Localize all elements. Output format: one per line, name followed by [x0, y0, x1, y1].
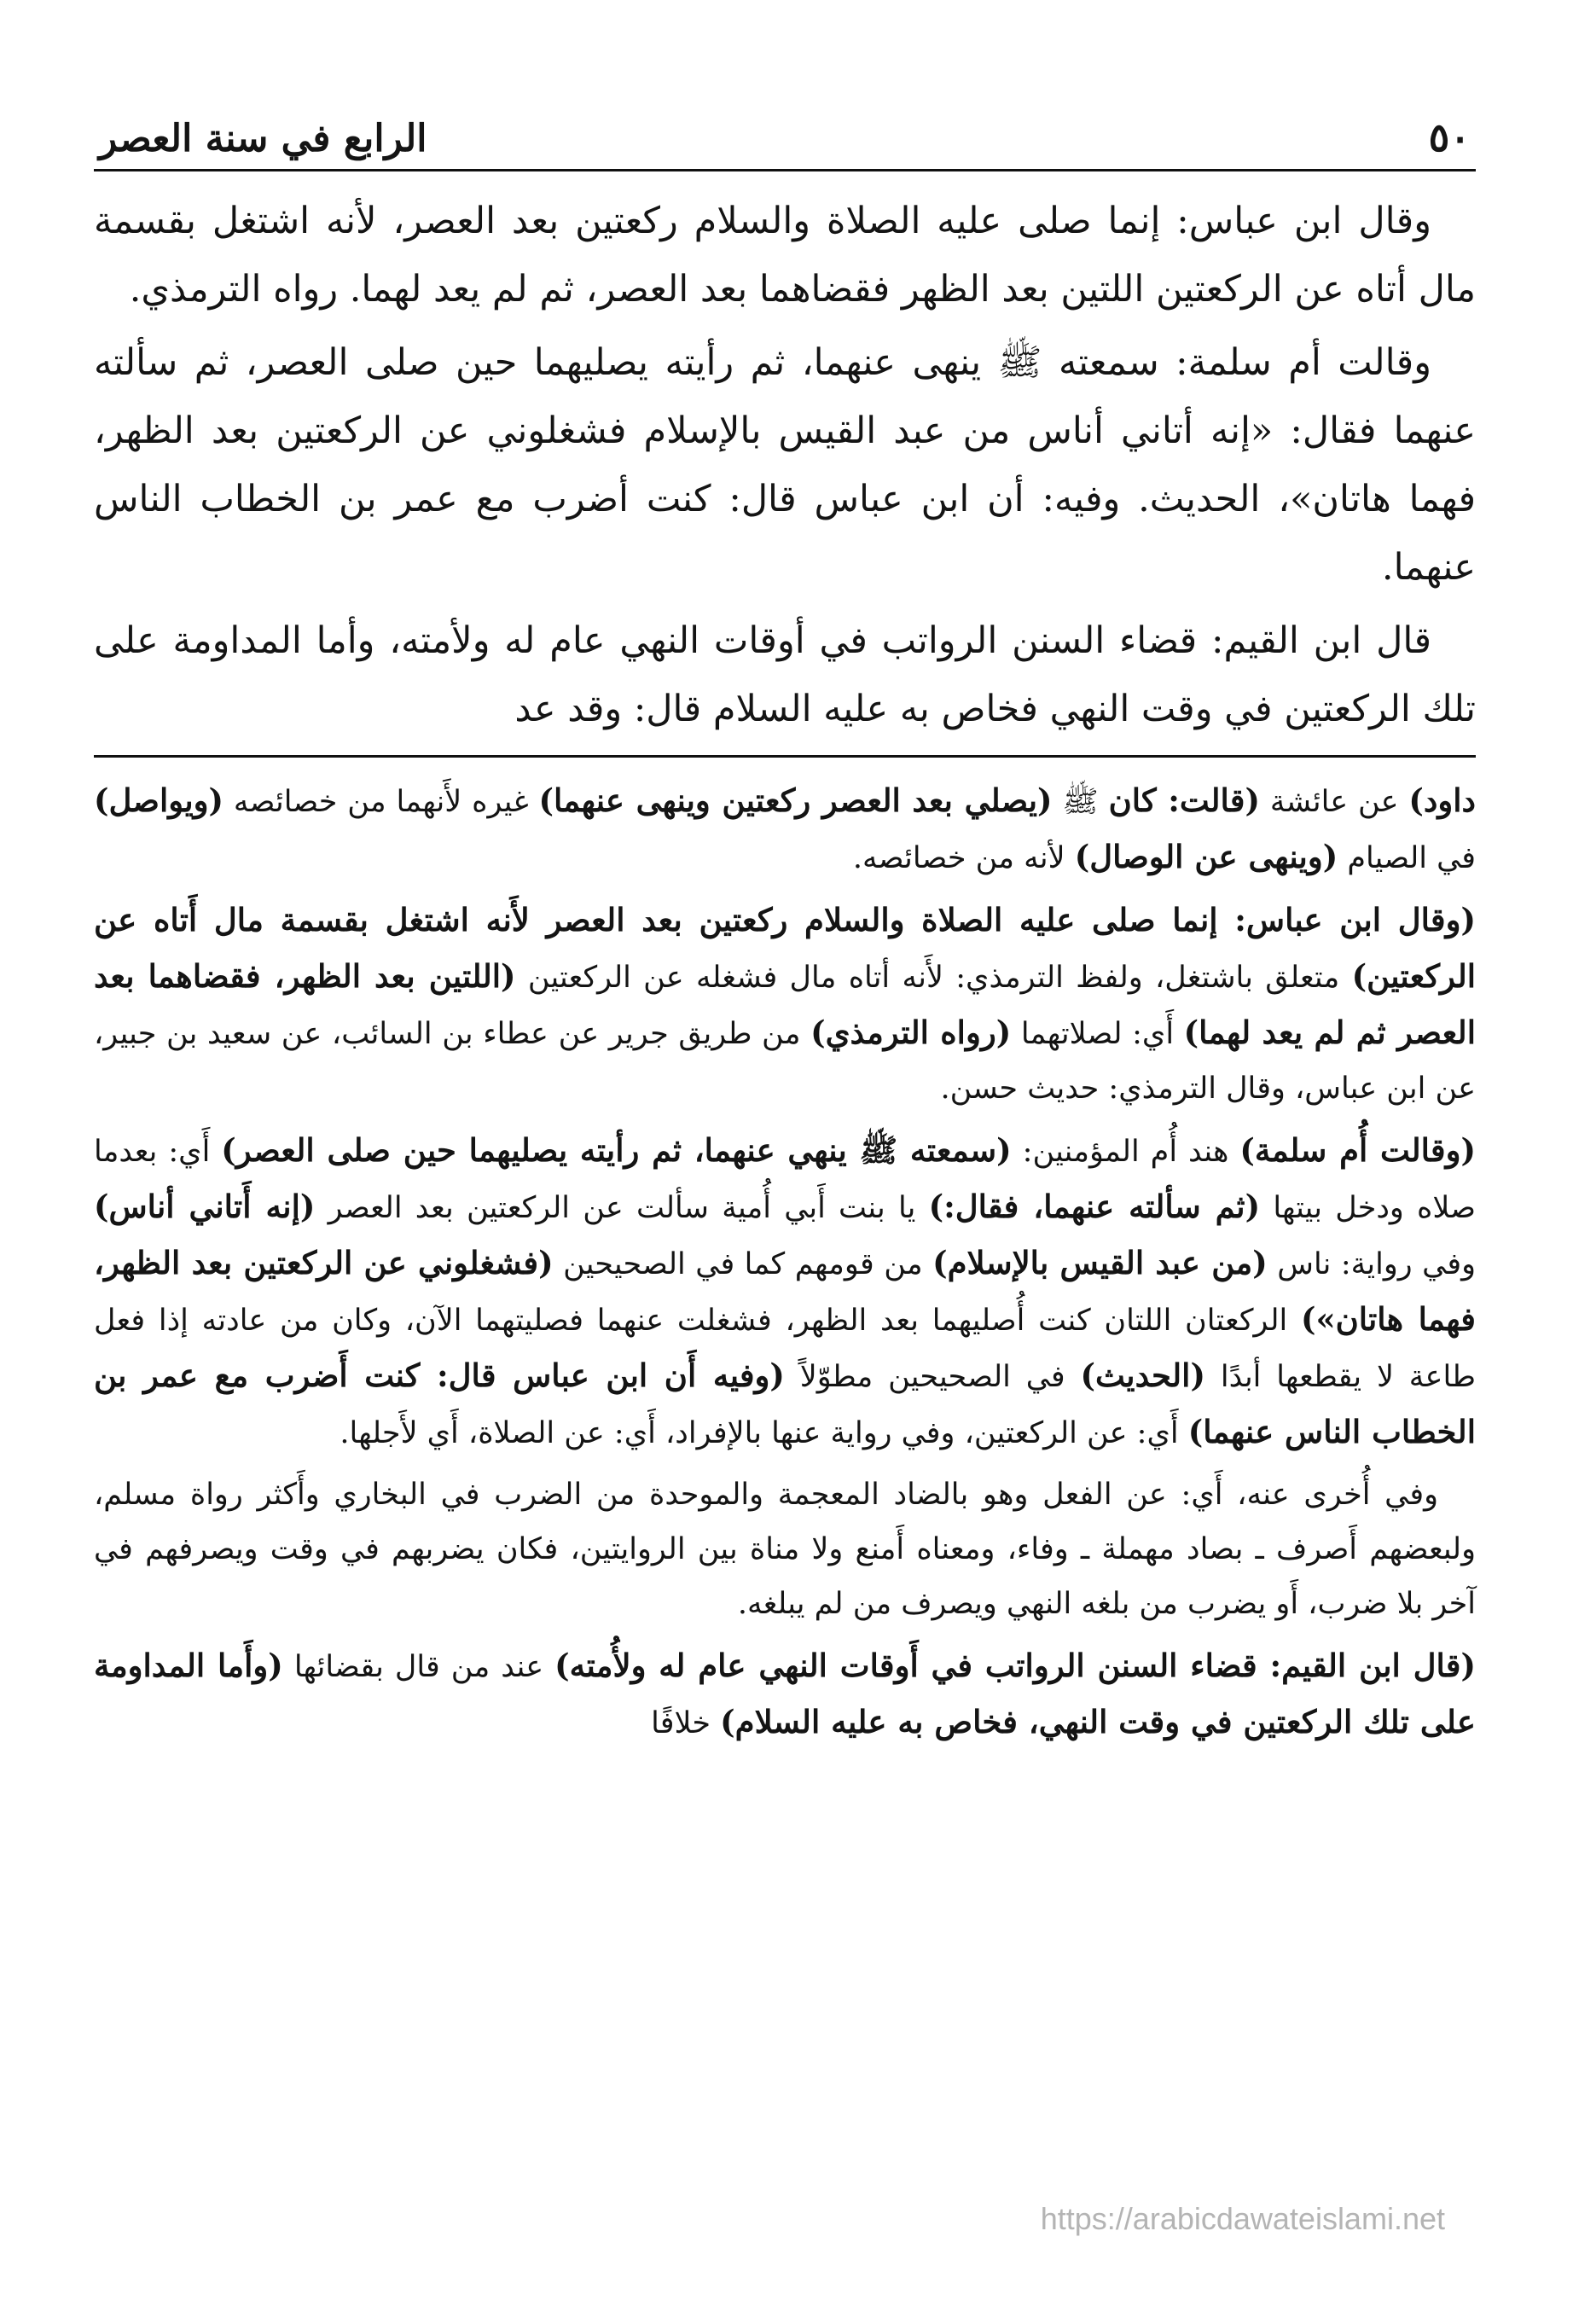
commentary-paragraph [94, 1638, 1476, 1751]
explanation-text: خلافًا [651, 1706, 721, 1740]
commentary-paragraph [94, 773, 1476, 886]
quoted-text: (قالت: كان [1108, 781, 1260, 819]
explanation-text: في الصيام [1338, 841, 1476, 875]
quoted-text: (وينهى عن الوصال) [1074, 838, 1338, 875]
explanation-text: أَي: عن الركعتين، وفي رواية عنها بالإفراد، أَي: عن الصلاة، أَي لأَجلها. [340, 1416, 1188, 1450]
explanation-text: أَي: لصلاتهما [1011, 1017, 1184, 1051]
main-paragraph: وقال ابن عباس: إنما صلى عليه الصلاة والسلام ركعتين بعد العصر، لأنه اشتغل بقسمة مال أتاه عن الركعتين اللتين بعد الظهر فقضاهما بعد العصر، ثم لم يعد لهما. رواه الترمذي. [94, 200, 1476, 311]
quoted-text: (وقالت أُم سلمة) [1239, 1131, 1476, 1169]
quoted-text: (يصلي بعد العصر ركعتين وينهى عنهما) [538, 781, 1053, 819]
page-number: ٥٠ [1428, 114, 1471, 160]
quoted-text: داود) [1408, 781, 1477, 819]
running-title: الرابع في سنة العصر [99, 117, 427, 160]
explanation-text: وفي أُخرى عنه، أَي: عن الفعل وهو بالضاد المعجمة والموحدة من الضرب في البخاري وأَكثر رواة مسلم، ولبعضهم أَصرف ـ بصاد مهملة ـ وفاء، ومعناه أَمنع ولا مناة بين الروايتين، فكان يضربهم في وقت ويصرفهم في آخر بلا ضرب، أَو يضرب من بلغه النهي ويصرف من لم يبلغه. [94, 1478, 1476, 1621]
quoted-text: (فشغلوني عن الركعتين بعد الظهر، فهما هاتان») [94, 1244, 1476, 1338]
explanation-text: في الصحيحين مطوّلاً [784, 1360, 1081, 1394]
main-text [94, 187, 1476, 743]
header-rule [94, 169, 1476, 171]
footnote-rule [94, 755, 1476, 758]
explanation-text: من طريق جرير عن عطاء بن السائب، عن سعيد بن جبير، عن ابن عباس، وقال الترمذي: حديث حسن. [94, 1017, 1476, 1106]
quoted-text: (سمعته ﷺ ينهي عنهما، ثم رأيته يصليهما حين صلى العصر) [221, 1131, 1012, 1169]
explanation-text: أَي: بعدما صلاه ودخل بيتها [94, 1135, 1476, 1225]
explanation-text: وفي رواية: ناس [1267, 1247, 1476, 1281]
explanation-text: ﷺ [1052, 785, 1109, 819]
watermark-url: https://arabicdawateislami.net [1040, 2201, 1445, 2236]
main-paragraph: وقالت أم سلمة: سمعته ﷺ ينهى عنهما، ثم رأيته يصليهما حين صلى العصر، ثم سألته عنهما فقال: «إنه أتاني أناس من عبد القيس بالإسلام فشغلوني عن الركعتين بعد الظهر، فهما هاتان»، الحديث. وفيه: أن ابن عباس قال: كنت أضرب مع عمر بن الخطاب الناس عنهما. [94, 341, 1476, 589]
quoted-text: (اللتين بعد الظهر، فقضاهما بعد العصر ثم لم يعد لهما) [94, 957, 1476, 1051]
explanation-text: عند من قال بقضائها [282, 1650, 555, 1684]
explanation-text: الركعتان اللتان كنت أُصليهما بعد الظهر، فشغلت عنهما فصليتهما الآن، وكان من عادته إذا فعل طاعة لا يقطعها أبدًا [94, 1304, 1476, 1394]
quoted-text: (وأَما المداومة على تلك الركعتين في وقت النهي، فخاص به عليه السلام) [94, 1647, 1476, 1740]
page-header [94, 94, 1476, 160]
explanation-text: لأنه من خصائصه. [852, 841, 1075, 875]
quoted-text: (وفيه أَن ابن عباس قال: كنت أَضرب مع عمر بن الخطاب الناس عنهما) [94, 1357, 1476, 1450]
explanation-text: غيره لأَنهما من خصائصه [223, 785, 539, 819]
quoted-text: (من عبد القيس بالإسلام) [932, 1244, 1268, 1281]
quoted-text: (إنه أَتاني أناس) [94, 1188, 316, 1225]
quoted-text: (وقال ابن عباس: إنما صلى عليه الصلاة والسلام ركعتين بعد العصر لأَنه اشتغل بقسمة مال أَتاه عن الركعتين) [94, 901, 1476, 995]
quoted-text: (الحديث) [1080, 1357, 1205, 1394]
quoted-text: (قال ابن القيم: قضاء السنن الرواتب في أَوقات النهي عام له ولأُمته) [554, 1647, 1476, 1684]
commentary-paragraph [94, 892, 1476, 1116]
commentary-paragraph [94, 1467, 1476, 1631]
book-page [94, 94, 1476, 1758]
quoted-text: (رواه الترمذي) [810, 1014, 1012, 1051]
explanation-text: عن عائشة [1260, 785, 1409, 819]
quoted-text: (ويواصل) [94, 781, 224, 819]
explanation-text: هند أُم المؤمنين: [1011, 1135, 1240, 1169]
quoted-text: (ثم سألته عنهما، فقال:) [928, 1188, 1261, 1225]
explanation-text: يا بنت أَبي أُمية سألت عن الركعتين بعد العصر [315, 1191, 929, 1225]
explanation-text: متعلق باشتغل، ولفظ الترمذي: لأَنه أتاه مال فشغله عن الركعتين [515, 961, 1352, 995]
main-paragraph: قال ابن القيم: قضاء السنن الرواتب في أوقات النهي عام له ولأمته، وأما المداومة على تلك الركعتين في وقت النهي فخاص به عليه السلام قال: وقد عد [94, 619, 1476, 730]
commentary-section [94, 773, 1476, 1751]
explanation-text: من قومهم كما في الصحيحين [553, 1247, 933, 1281]
commentary-paragraph [94, 1123, 1476, 1461]
